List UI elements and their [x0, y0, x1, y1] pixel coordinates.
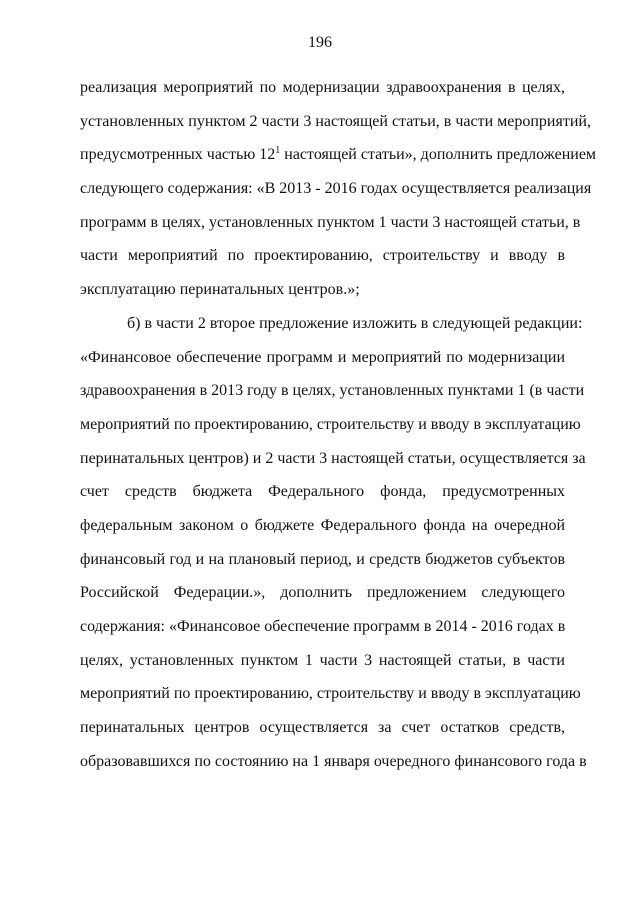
text-line: мероприятий по проектированию, строительству и вводу в эксплуатацию — [80, 685, 581, 703]
text-line: «Финансовое обеспечение программ и мероприятий по модернизации — [80, 348, 565, 366]
text-line: части мероприятий по проектированию, строительству и вводу в — [80, 247, 565, 265]
superscript: 1 — [275, 145, 281, 157]
text-line: образовавшихся по состоянию на 1 января очередного финансового года в — [80, 752, 587, 770]
body-text — [80, 71, 597, 778]
text-line: федеральным законом о бюджете Федерального фонда на очередной — [80, 516, 565, 534]
text-line: перинатальных центров) и 2 части 3 настоящей статьи, осуществляется за — [80, 449, 586, 467]
text-line: здравоохранения в 2013 году в целях, установленных пунктами 1 (в части — [80, 382, 585, 400]
text-line: эксплуатацию перинатальных центров.»; — [80, 281, 360, 299]
text-line: программ в целях, установленных пунктом 1 части 3 настоящей статьи, в — [80, 213, 581, 231]
text-line: установленных пунктом 2 части 3 настоящей статьи, в части мероприятий, — [80, 112, 591, 130]
text-line: целях, установленных пунктом 1 части 3 настоящей статьи, в части — [80, 651, 565, 669]
text-line: содержания: «Финансовое обеспечение программ в 2014 - 2016 годах в — [80, 618, 566, 635]
text-line: перинатальных центров осуществляется за счет остатков средств, — [80, 719, 565, 737]
text-line: мероприятий по проектированию, строительству и вводу в эксплуатацию — [80, 415, 581, 433]
text-line: реализация мероприятий по модернизации здравоохранения в целях, — [80, 79, 565, 96]
text-line: счет средств бюджета Федерального фонда, предусмотренных — [80, 483, 565, 501]
text-line: б) в части 2 второе предложение изложить в следующей редакции: — [127, 314, 583, 332]
text-line: финансовый год и на плановый период, и средств бюджетов субъектов — [80, 550, 565, 568]
text-line — [80, 138, 597, 172]
text-line: Российской Федерации.», дополнить предложением следующего — [80, 584, 565, 602]
text-line: следующего содержания: «В 2013 - 2016 годах осуществляется реализация — [80, 180, 592, 198]
text-line-part: предусмотренных частью 12 — [80, 146, 276, 164]
text-line-part: настоящей статьи», дополнить предложением — [280, 146, 597, 164]
page-number: 196 — [308, 34, 332, 51]
